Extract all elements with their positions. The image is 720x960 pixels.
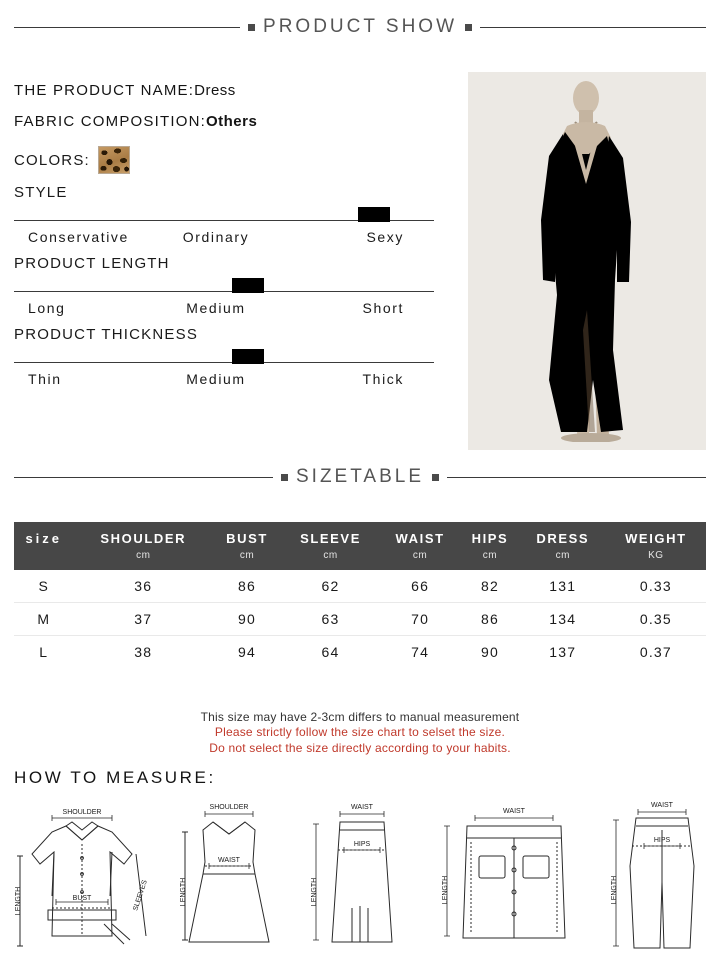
scale-product-thickness-label: PRODUCT THICKNESS bbox=[14, 326, 199, 343]
scale-product-length-label: PRODUCT LENGTH bbox=[14, 255, 170, 272]
scale-product-thickness bbox=[14, 326, 444, 387]
how-to-measure-title: HOW TO MEASURE: bbox=[14, 768, 216, 787]
spec-fabric-value: Others bbox=[205, 113, 258, 130]
cell-weight: 0.35 bbox=[606, 603, 706, 636]
scale-product-length-tick-2: Short bbox=[362, 300, 404, 316]
table-header-row bbox=[14, 522, 706, 550]
unit-hips: cm bbox=[460, 550, 520, 570]
svg-text:HIPS: HIPS bbox=[353, 841, 371, 848]
svg-text:LENGTH: LENGTH bbox=[15, 886, 22, 916]
cell-weight: 0.33 bbox=[606, 570, 706, 603]
table-row bbox=[14, 603, 706, 636]
svg-text:LENGTH: LENGTH bbox=[611, 875, 618, 905]
scale-product-thickness-track[interactable] bbox=[14, 349, 434, 367]
unit-sleeve: cm bbox=[281, 550, 380, 570]
svg-text:SHOULDER: SHOULDER bbox=[209, 804, 249, 811]
svg-text:WAIST: WAIST bbox=[503, 808, 525, 815]
table-row bbox=[14, 636, 706, 669]
scale-product-length-track[interactable] bbox=[14, 278, 434, 296]
diagram-skirt bbox=[300, 796, 420, 954]
section-title: SIZETABLE bbox=[296, 466, 425, 487]
scale-style bbox=[14, 184, 444, 245]
rule-left bbox=[14, 477, 273, 478]
cell-sleeve: 63 bbox=[281, 603, 380, 636]
unit-weight: KG bbox=[606, 550, 706, 570]
cell-size: M bbox=[14, 603, 74, 636]
section-title: PRODUCT SHOW bbox=[263, 16, 457, 37]
th-dress: DRESS bbox=[520, 522, 606, 550]
scale-product-thickness-marker[interactable] bbox=[232, 349, 264, 364]
scale-product-length bbox=[14, 255, 444, 316]
scale-product-thickness-ticks bbox=[14, 371, 434, 387]
scale-style-label: STYLE bbox=[14, 184, 68, 201]
scale-product-length-tick-1: Medium bbox=[186, 300, 246, 316]
cell-shoulder: 38 bbox=[134, 644, 153, 660]
rule-left bbox=[14, 27, 240, 28]
square-bullet-icon bbox=[432, 474, 439, 481]
unit-bust: cm bbox=[213, 550, 281, 570]
spec-fabric bbox=[14, 113, 444, 130]
cell-waist: 74 bbox=[411, 644, 430, 660]
cell-size: L bbox=[39, 644, 49, 660]
scale-line bbox=[14, 291, 434, 292]
unit-size bbox=[14, 550, 74, 570]
color-swatch-leopard[interactable] bbox=[98, 146, 130, 174]
cell-hips: 82 bbox=[460, 570, 520, 603]
spec-colors-label: COLORS: bbox=[14, 151, 90, 169]
cell-sleeve: 62 bbox=[281, 570, 380, 603]
cell-bust: 90 bbox=[213, 603, 281, 636]
unit-shoulder: cm bbox=[74, 550, 214, 570]
diagram-pants bbox=[602, 796, 712, 954]
scale-style-tick-0: Conservative bbox=[28, 229, 129, 245]
cell-size: S bbox=[14, 570, 74, 603]
th-waist: WAIST bbox=[380, 522, 460, 550]
size-table-wrapper bbox=[14, 522, 706, 668]
cell-waist: 66 bbox=[380, 570, 460, 603]
cell-dress: 134 bbox=[520, 603, 606, 636]
size-table bbox=[14, 522, 706, 668]
svg-text:BUST: BUST bbox=[72, 895, 92, 902]
cell-bust: 86 bbox=[213, 570, 281, 603]
svg-text:SLEEVES: SLEEVES bbox=[132, 879, 149, 912]
cell-dress: 137 bbox=[549, 644, 577, 660]
spec-fabric-label: FABRIC COMPOSITION: bbox=[14, 113, 206, 130]
note-follow-chart: Please strictly follow the size chart to selset the size. bbox=[214, 725, 506, 739]
th-weight: WEIGHT bbox=[606, 522, 706, 550]
cell-shoulder: 37 bbox=[74, 603, 214, 636]
spec-colors bbox=[14, 146, 444, 174]
th-bust: BUST bbox=[213, 522, 281, 550]
th-shoulder: SHOULDER bbox=[74, 522, 214, 550]
cell-waist: 70 bbox=[380, 603, 460, 636]
scale-style-tick-1: Ordinary bbox=[182, 229, 250, 245]
svg-text:LENGTH: LENGTH bbox=[311, 877, 318, 907]
square-bullet-icon bbox=[465, 24, 472, 31]
diagram-dress bbox=[169, 796, 289, 954]
note-not-by-habit: Do not select the size directly according to your habits. bbox=[209, 741, 511, 756]
square-bullet-icon bbox=[281, 474, 288, 481]
svg-text:LENGTH: LENGTH bbox=[442, 875, 449, 905]
scale-product-thickness-tick-2: Thick bbox=[362, 371, 404, 387]
scale-style-marker[interactable] bbox=[358, 207, 390, 222]
rule-right bbox=[480, 27, 706, 28]
spec-product-name-label: THE PRODUCT NAME: bbox=[14, 82, 195, 99]
cell-sleeve: 64 bbox=[321, 644, 340, 660]
scale-style-track[interactable] bbox=[14, 207, 434, 225]
rule-right bbox=[447, 477, 706, 478]
table-row bbox=[14, 570, 706, 603]
mannequin-illustration bbox=[527, 80, 647, 442]
svg-text:HIPS: HIPS bbox=[653, 837, 671, 844]
unit-dress: cm bbox=[520, 550, 606, 570]
scale-style-ticks bbox=[14, 229, 434, 245]
scale-product-thickness-tick-1: Medium bbox=[186, 371, 246, 387]
diagram-shorts bbox=[431, 796, 591, 954]
spec-product-name-value: Dress bbox=[194, 82, 236, 99]
measure-diagrams bbox=[8, 796, 712, 956]
section-header-sizetable bbox=[0, 466, 720, 488]
th-hips: HIPS bbox=[460, 522, 520, 550]
svg-text:WAIST: WAIST bbox=[351, 804, 373, 811]
table-units-row bbox=[14, 550, 706, 570]
size-notes bbox=[0, 710, 720, 756]
svg-text:SHOULDER: SHOULDER bbox=[62, 809, 102, 816]
product-photo[interactable] bbox=[468, 72, 706, 450]
cell-dress: 131 bbox=[520, 570, 606, 603]
unit-waist: cm bbox=[380, 550, 460, 570]
scale-style-tick-2: Sexy bbox=[366, 229, 404, 245]
cell-hips: 90 bbox=[480, 644, 499, 660]
scale-product-length-marker[interactable] bbox=[232, 278, 264, 293]
cell-weight: 0.37 bbox=[639, 644, 672, 660]
scale-product-thickness-tick-0: Thin bbox=[28, 371, 62, 387]
cell-shoulder: 36 bbox=[74, 570, 214, 603]
spec-product-name bbox=[14, 82, 444, 99]
note-measurement-tolerance: This size may have 2-3cm differs to manual measurement bbox=[200, 710, 520, 724]
scale-line bbox=[14, 362, 434, 363]
svg-text:WAIST: WAIST bbox=[651, 802, 673, 809]
svg-text:WAIST: WAIST bbox=[218, 857, 240, 864]
section-header-product-show bbox=[0, 16, 720, 38]
scale-product-length-tick-0: Long bbox=[28, 300, 66, 316]
diagram-shirt bbox=[8, 796, 158, 954]
spec-list bbox=[14, 82, 444, 387]
scale-product-length-ticks bbox=[14, 300, 434, 316]
square-bullet-icon bbox=[248, 24, 255, 31]
cell-hips: 86 bbox=[460, 603, 520, 636]
svg-text:LENGTH: LENGTH bbox=[180, 877, 187, 907]
cell-bust: 94 bbox=[238, 644, 256, 660]
th-size: size bbox=[14, 522, 74, 550]
th-sleeve: SLEEVE bbox=[281, 522, 380, 550]
